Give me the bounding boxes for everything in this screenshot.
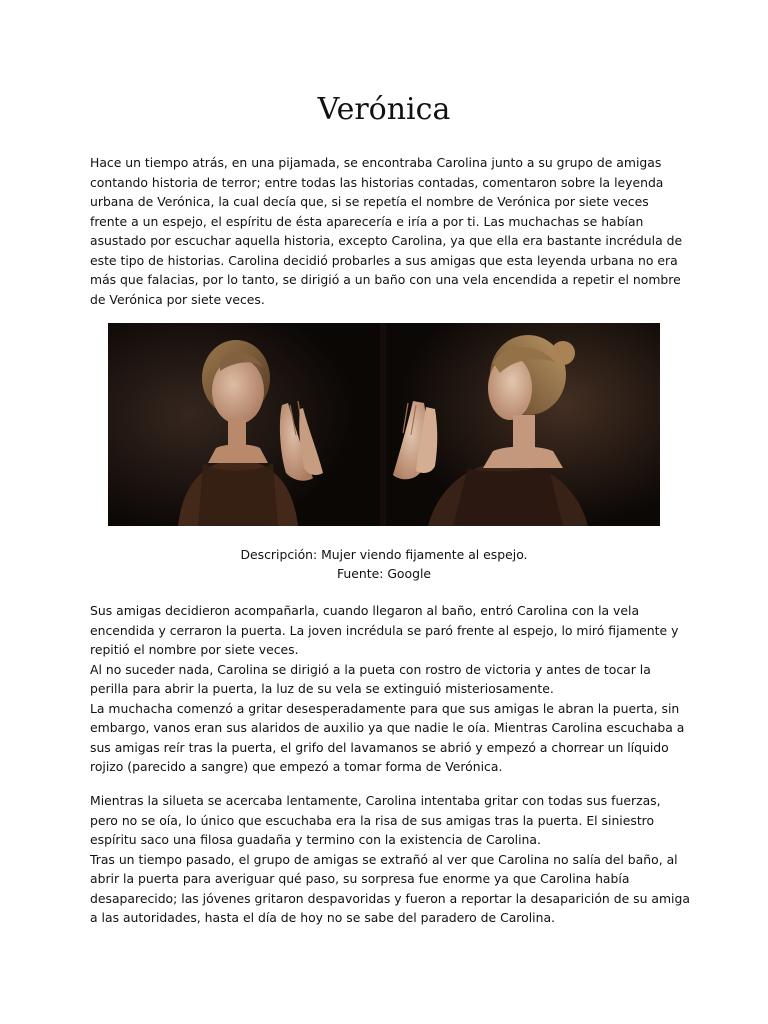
- text-line: Tras un tiempo pasado, el grupo de amigas se extrañó al ver que Carolina no salía del baño, al: [90, 851, 678, 867]
- text-line: urbana de Verónica, la cual decía que, si se repetía el nombre de Verónica por siete veces: [90, 194, 649, 209]
- text-line: espíritu saco una filosa guadaña y termino con la existencia de Carolina.: [90, 832, 541, 847]
- text-line: a las autoridades, hasta el día de hoy no se sabe del paradero de Carolina.: [90, 910, 555, 925]
- body-paragraph-2: [90, 791, 690, 928]
- text-line: rojizo (parecido a sangre) que empezó a tomar forma de Verónica.: [90, 759, 503, 774]
- text-line: este tipo de historias. Carolina decidió probarles a sus amigas que esta leyenda urbana no era: [90, 252, 678, 268]
- text-line: encendida y cerraron la puerta. La joven incrédula se paró frente al espejo, lo miró fijamente y: [90, 622, 679, 638]
- text-line: asustado por escuchar aquella historia, excepto Carolina, ya que ella era bastante incrédula de: [90, 233, 683, 248]
- figure-caption-description: Descripción: Mujer viendo fijamente al espejo.: [240, 547, 528, 562]
- text-line: Sus amigas decidieron acompañarla, cuando llegaron al baño, entró Carolina con la vela: [90, 603, 640, 618]
- text-line: abrir la puerta para averiguar qué paso, su sorpresa fue enorme ya que Carolina había: [90, 871, 630, 886]
- text-line: de Verónica por siete veces.: [90, 291, 265, 307]
- text-line: perilla para abrir la puerta, la luz de su vela se extinguió misteriosamente.: [90, 681, 554, 696]
- text-line: Hace un tiempo atrás, en una pijamada, se encontraba Carolina junto a su grupo de amigas: [90, 155, 662, 170]
- text-line: desaparecido; las jóvenes gritaron despavoridas y fueron a reportar la desaparición de su amiga: [90, 890, 690, 906]
- document-title: Verónica: [317, 92, 451, 127]
- body-paragraph-1: [90, 601, 690, 777]
- text-line: repitió el nombre por siete veces.: [90, 642, 299, 657]
- text-line: sus amigas reír tras la puerta, el grifo del lavamanos se abrió y empezó a chorrear un líquido: [90, 739, 669, 755]
- text-line: La muchacha comenzó a gritar desesperadamente para que sus amigas le abran la puerta, sin: [90, 700, 680, 716]
- text-line: Mientras la silueta se acercaba lentamente, Carolina intentaba gritar con todas sus fuerzas,: [90, 793, 661, 808]
- intro-paragraph: [90, 153, 690, 309]
- text-line: contando historia de terror; entre todas las historias contadas, comentaron sobre la leyenda: [90, 174, 664, 190]
- figure-caption-source: Fuente: Google: [336, 566, 432, 581]
- text-line: embargo, vanos eran sus alaridos de auxilio ya que nadie le oía. Mientras Carolina escuchaba a: [90, 720, 685, 735]
- text-line: Al no suceder nada, Carolina se dirigió a la pueta con rostro de victoria y antes de tocar la: [90, 661, 651, 677]
- text-line: más que falacias, por lo tanto, se dirigió a un baño con una vela encendida a repetir el nombre: [90, 272, 681, 287]
- text-line: pero no se oía, lo único que escuchaba era la risa de sus amigas tras la puerta. El siniestro: [90, 812, 655, 828]
- mirror-photo: [108, 323, 660, 526]
- text-line: frente a un espejo, el espíritu de ésta aparecería e iría a por ti. Las muchachas se habían: [90, 213, 644, 229]
- mirror-photo-illustration: [108, 323, 660, 526]
